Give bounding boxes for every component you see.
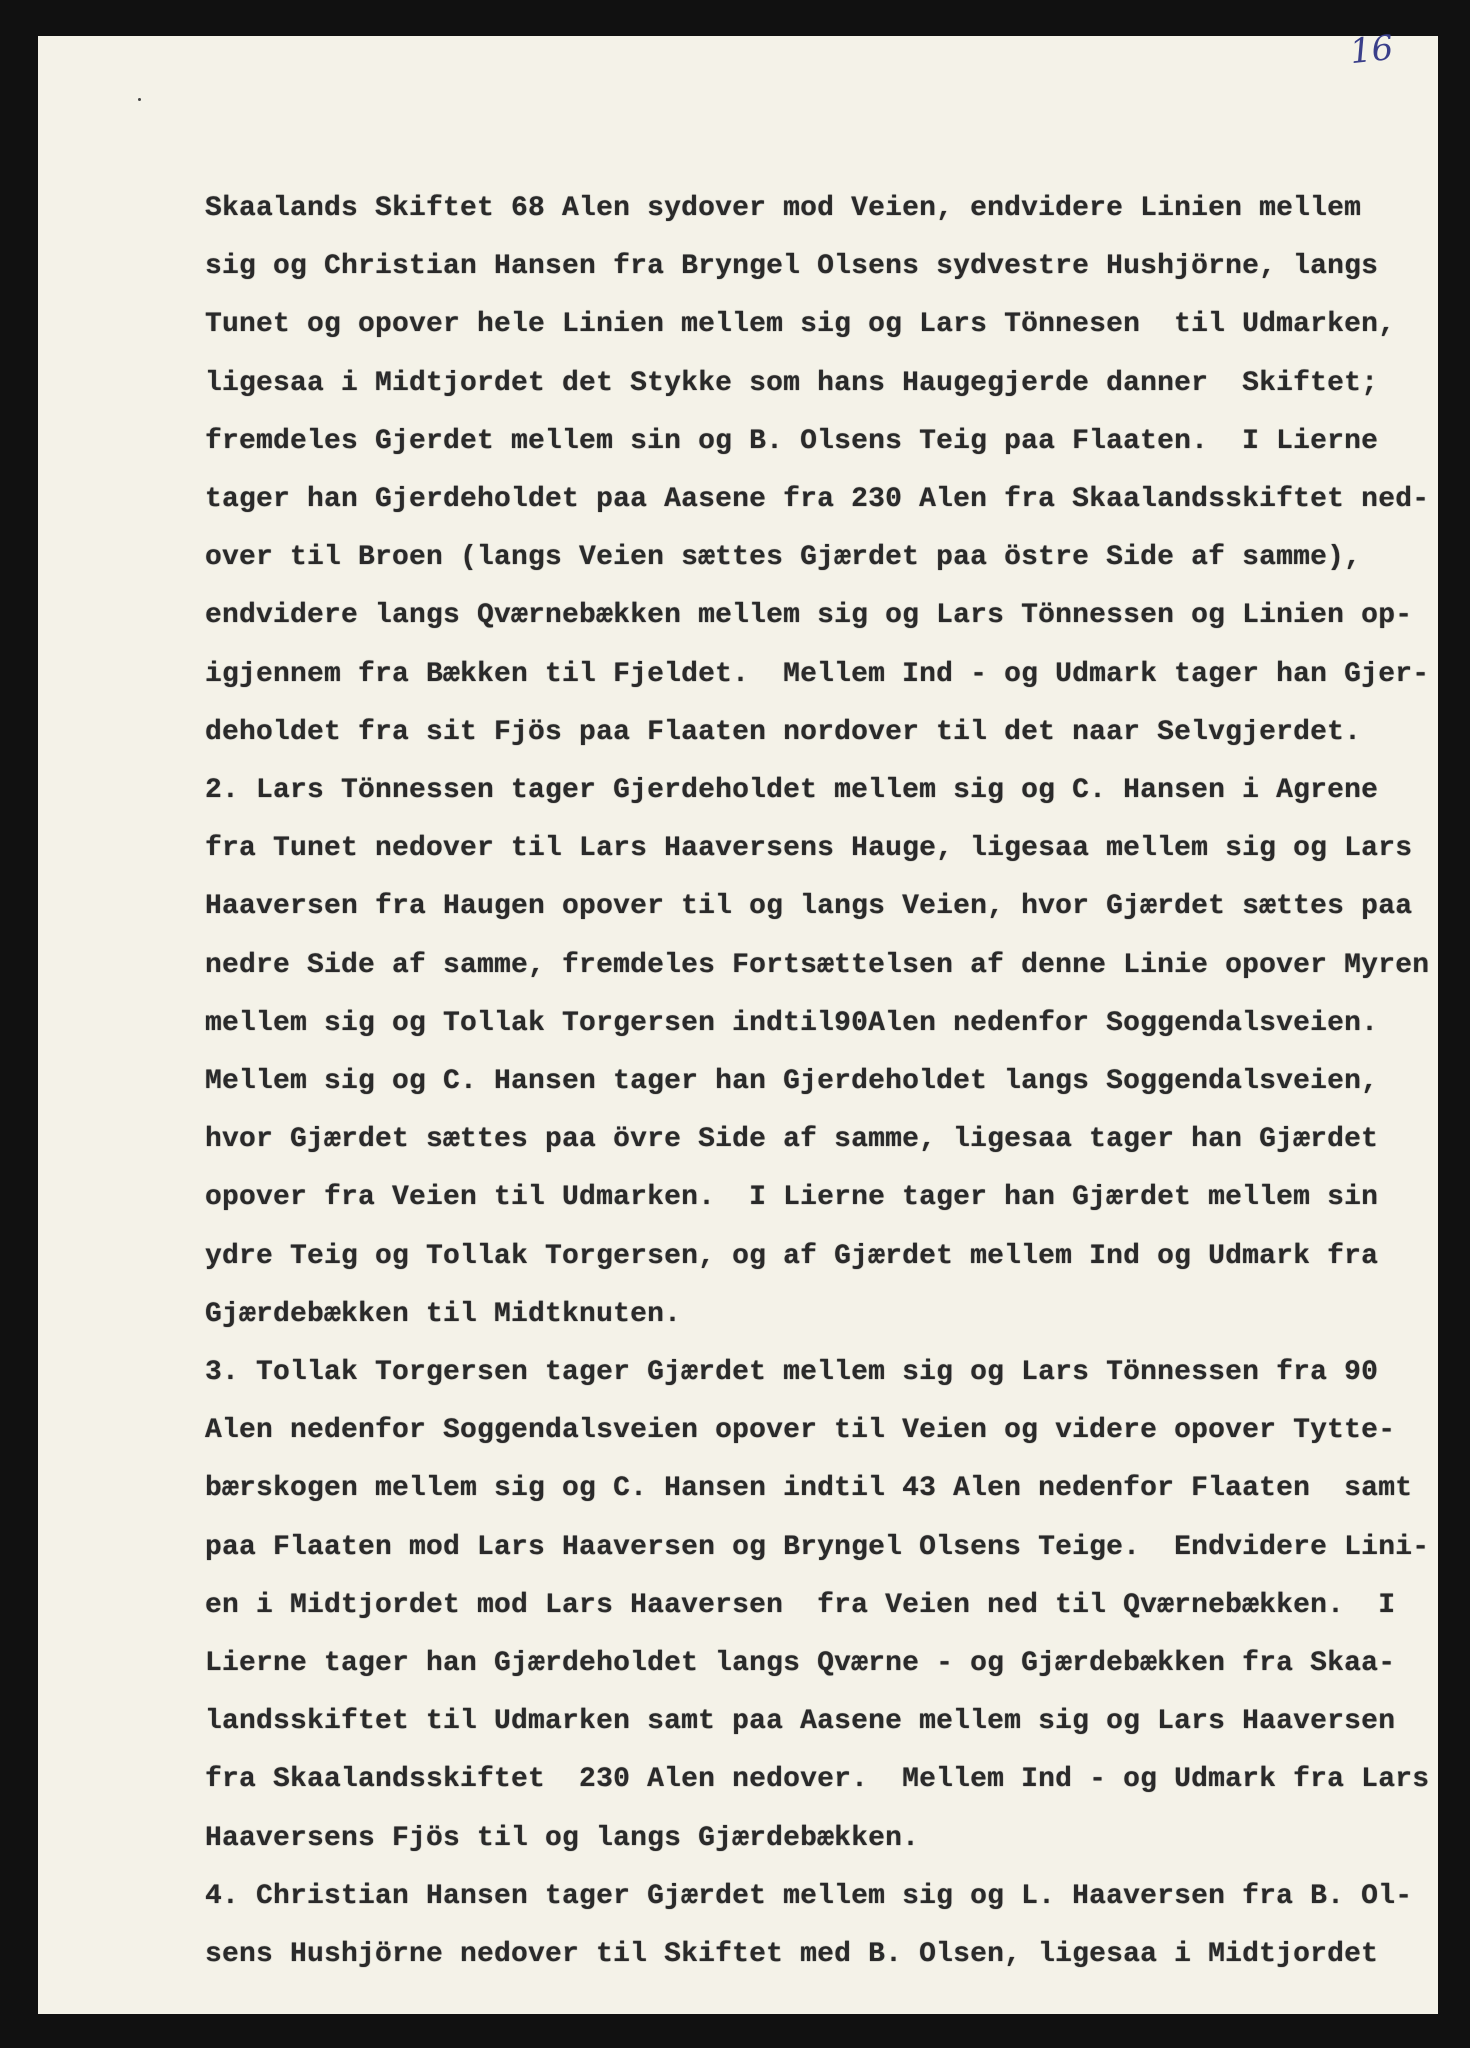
handwritten-page-number: 16: [1348, 27, 1396, 73]
text-line: over til Broen (langs Veien sættes Gjærdet paa östre Side af samme),: [205, 542, 1362, 574]
text-line: en i Midtjordet mod Lars Haaversen fra Veien ned til Qværnebækken. I: [205, 1589, 1396, 1621]
text-line: nedre Side af samme, fremdeles Fortsættelsen af denne Linie opover Myren: [205, 949, 1430, 981]
text-line: Alen nedenfor Soggendalsveien opover til Veien og videre opover Tytte-: [205, 1415, 1396, 1447]
text-line: 4. Christian Hansen tager Gjærdet mellem sig og L. Haaversen fra B. Ol-: [205, 1880, 1413, 1912]
text-line: Lierne tager han Gjærdeholdet langs Qværne - og Gjærdebækken fra Skaa-: [205, 1648, 1396, 1680]
text-line: Gjærdebækken til Midtknuten.: [205, 1298, 682, 1330]
text-line: tager han Gjerdeholdet paa Aasene fra 230 Alen fra Skaalandsskiftet ned-: [205, 484, 1430, 516]
text-line: fremdeles Gjerdet mellem sin og B. Olsens Teig paa Flaaten. I Lierne: [205, 425, 1379, 457]
text-line: deholdet fra sit Fjös paa Flaaten nordover til det naar Selvgjerdet.: [205, 716, 1362, 748]
text-line: opover fra Veien til Udmarken. I Lierne tager han Gjærdet mellem sin: [205, 1182, 1379, 1214]
text-line: paa Flaaten mod Lars Haaversen og Bryngel Olsens Teige. Endvidere Lini-: [205, 1531, 1430, 1563]
text-line: sens Hushjörne nedover til Skiftet med B. Olsen, ligesaa i Midtjordet: [205, 1939, 1379, 1971]
text-line: fra Tunet nedover til Lars Haaversens Hauge, ligesaa mellem sig og Lars: [205, 833, 1413, 865]
typewritten-body: [205, 180, 1435, 1984]
text-line: hvor Gjærdet sættes paa övre Side af samme, ligesaa tager han Gjærdet: [205, 1124, 1379, 1156]
text-line: landsskiftet til Udmarken samt paa Aasene mellem sig og Lars Haaversen: [205, 1706, 1396, 1738]
text-line: mellem sig og Tollak Torgersen indtil90Alen nedenfor Soggendalsveien.: [205, 1007, 1379, 1039]
text-line: Haaversen fra Haugen opover til og langs Veien, hvor Gjærdet sættes paa: [205, 891, 1413, 923]
paper-speck: [138, 98, 141, 101]
text-line: Skaalands Skiftet 68 Alen sydover mod Veien, endvidere Linien mellem: [205, 193, 1362, 224]
text-line: sig og Christian Hansen fra Bryngel Olsens sydvestre Hushjörne, langs: [205, 251, 1379, 283]
text-line: 3. Tollak Torgersen tager Gjærdet mellem sig og Lars Tönnessen fra 90: [205, 1357, 1379, 1389]
text-line: ydre Teig og Tollak Torgersen, og af Gjærdet mellem Ind og Udmark fra: [205, 1240, 1379, 1272]
text-line: endvidere langs Qværnebækken mellem sig og Lars Tönnessen og Linien op-: [205, 600, 1413, 632]
text-line: igjennem fra Bækken til Fjeldet. Mellem Ind - og Udmark tager han Gjer-: [205, 658, 1430, 690]
text-line: 2. Lars Tönnessen tager Gjerdeholdet mellem sig og C. Hansen i Agrene: [205, 775, 1379, 807]
text-line: Mellem sig og C. Hansen tager han Gjerdeholdet langs Soggendalsveien,: [205, 1066, 1379, 1098]
text-line: bærskogen mellem sig og C. Hansen indtil 43 Alen nedenfor Flaaten samt: [205, 1473, 1413, 1505]
text-line: Haaversens Fjös til og langs Gjærdebækken.: [205, 1822, 920, 1854]
text-line: fra Skaalandsskiftet 230 Alen nedover. Mellem Ind - og Udmark fra Lars: [205, 1764, 1430, 1796]
text-line: Tunet og opover hele Linien mellem sig og Lars Tönnesen til Udmarken,: [205, 309, 1396, 341]
text-line: ligesaa i Midtjordet det Stykke som hans Haugegjerde danner Skiftet;: [205, 367, 1379, 399]
